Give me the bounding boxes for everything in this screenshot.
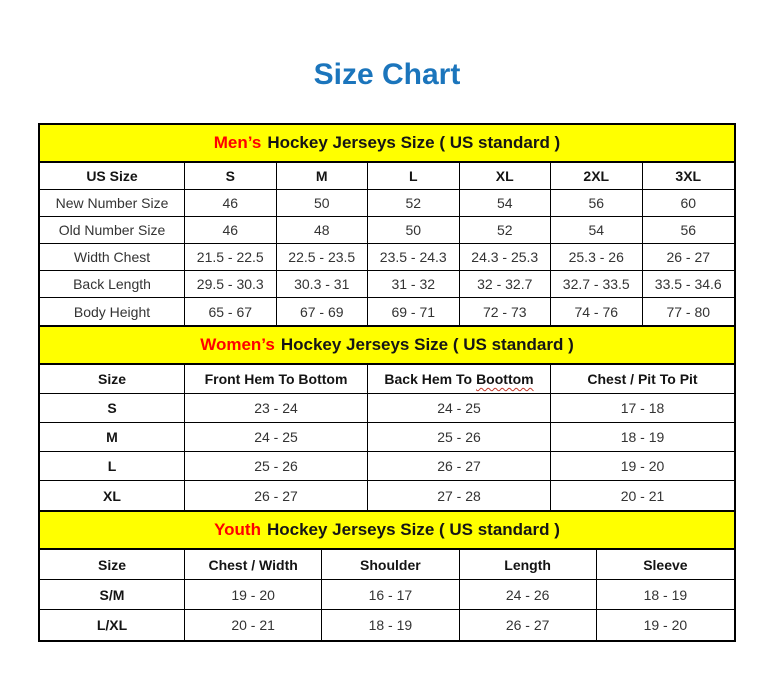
mens-row-label: Width Chest [40,244,185,271]
mens-cell: 46 [185,217,277,244]
youth-col-header: Shoulder [322,550,459,580]
womens-col-header-back-hem [368,365,551,394]
mens-cell: 72 - 73 [460,298,552,325]
mens-col-header: S [185,163,277,190]
youth-section-header [40,510,734,550]
mens-col-header: US Size [40,163,185,190]
mens-cell: 67 - 69 [277,298,369,325]
mens-cell: 26 - 27 [643,244,735,271]
mens-cell: 54 [551,217,643,244]
youth-cell: 19 - 20 [185,580,322,610]
youth-row-label: L/XL [40,610,185,640]
youth-size-grid [40,550,734,640]
mens-cell: 60 [643,190,735,217]
womens-section-title: Hockey Jerseys Size ( US standard ) [280,335,574,354]
mens-section-title: Hockey Jerseys Size ( US standard ) [267,133,561,152]
youth-cell: 18 - 19 [322,610,459,640]
womens-col-header: Size [40,365,185,394]
page-title: Size Chart [313,58,461,91]
youth-section-highlight: Youth [214,520,261,539]
womens-cell: 20 - 21 [620,487,665,504]
mens-cell: 33.5 - 34.6 [643,271,735,298]
mens-row-label: New Number Size [40,190,185,217]
mens-section-highlight: Men’s [213,133,262,152]
mens-cell: 56 [551,190,643,217]
womens-cell: 25 - 26 [368,423,551,452]
womens-row-label: XL [40,481,185,510]
mens-cell: 52 [460,217,552,244]
mens-size-grid [40,163,734,325]
youth-col-header: Length [460,550,597,580]
mens-section-header [40,125,734,163]
youth-col-header: Sleeve [597,550,734,580]
mens-col-header: 3XL [643,163,735,190]
womens-cell: 26 - 27 [368,452,551,481]
mens-cell: 30.3 - 31 [277,271,369,298]
mens-cell: 77 - 80 [666,303,711,320]
womens-col-header-back-hem-typo: Boottom [476,371,534,387]
womens-cell: 19 - 20 [551,452,734,481]
mens-cell: 23.5 - 24.3 [368,244,460,271]
mens-cell: 65 - 67 [185,298,277,325]
womens-col-header: Chest / Pit To Pit [551,365,734,394]
youth-cell: 16 - 17 [322,580,459,610]
youth-col-header: Chest / Width [185,550,322,580]
mens-cell: 46 [185,190,277,217]
mens-col-header: M [277,163,369,190]
youth-col-header: Size [40,550,185,580]
mens-row-label: Old Number Size [40,217,185,244]
youth-cell: 24 - 26 [460,580,597,610]
mens-cell: 50 [277,190,369,217]
womens-section-highlight: Women’s [200,335,275,354]
womens-col-header-back-hem-text: Back Hem To [384,371,473,387]
mens-row-label: Back Length [40,271,185,298]
youth-row-label: S/M [40,580,185,610]
mens-cell: 56 [643,217,735,244]
womens-cell: 24 - 25 [185,423,368,452]
womens-cell: 26 - 27 [185,481,368,510]
mens-cell: 32.7 - 33.5 [551,271,643,298]
womens-size-grid [40,365,734,510]
mens-col-header: 2XL [551,163,643,190]
mens-row-label: Body Height [40,298,185,325]
womens-row-label: M [40,423,185,452]
mens-cell: 21.5 - 22.5 [185,244,277,271]
mens-cell: 52 [368,190,460,217]
mens-cell: 50 [368,217,460,244]
womens-cell: 18 - 19 [551,423,734,452]
womens-cell: 23 - 24 [185,394,368,423]
mens-cell: 29.5 - 30.3 [185,271,277,298]
womens-cell: 27 - 28 [368,481,551,510]
mens-cell: 25.3 - 26 [551,244,643,271]
mens-cell: 24.3 - 25.3 [460,244,552,271]
womens-col-header: Front Hem To Bottom [185,365,368,394]
youth-cell: 18 - 19 [597,580,734,610]
size-chart-table [38,123,736,642]
mens-col-header: L [368,163,460,190]
youth-section-title: Hockey Jerseys Size ( US standard ) [266,520,560,539]
mens-cell: 22.5 - 23.5 [277,244,369,271]
womens-section-header [40,325,734,365]
mens-cell: 32 - 32.7 [460,271,552,298]
womens-cell: 25 - 26 [185,452,368,481]
mens-cell: 74 - 76 [551,298,643,325]
womens-cell: 17 - 18 [551,394,734,423]
mens-cell: 54 [460,190,552,217]
mens-cell: 69 - 71 [368,298,460,325]
youth-cell: 19 - 20 [643,617,688,633]
youth-cell: 20 - 21 [185,610,322,640]
youth-cell: 26 - 27 [460,610,597,640]
mens-cell: 48 [277,217,369,244]
mens-col-header: XL [460,163,552,190]
womens-cell: 24 - 25 [368,394,551,423]
mens-cell: 31 - 32 [368,271,460,298]
womens-row-label: L [40,452,185,481]
womens-row-label: S [40,394,185,423]
